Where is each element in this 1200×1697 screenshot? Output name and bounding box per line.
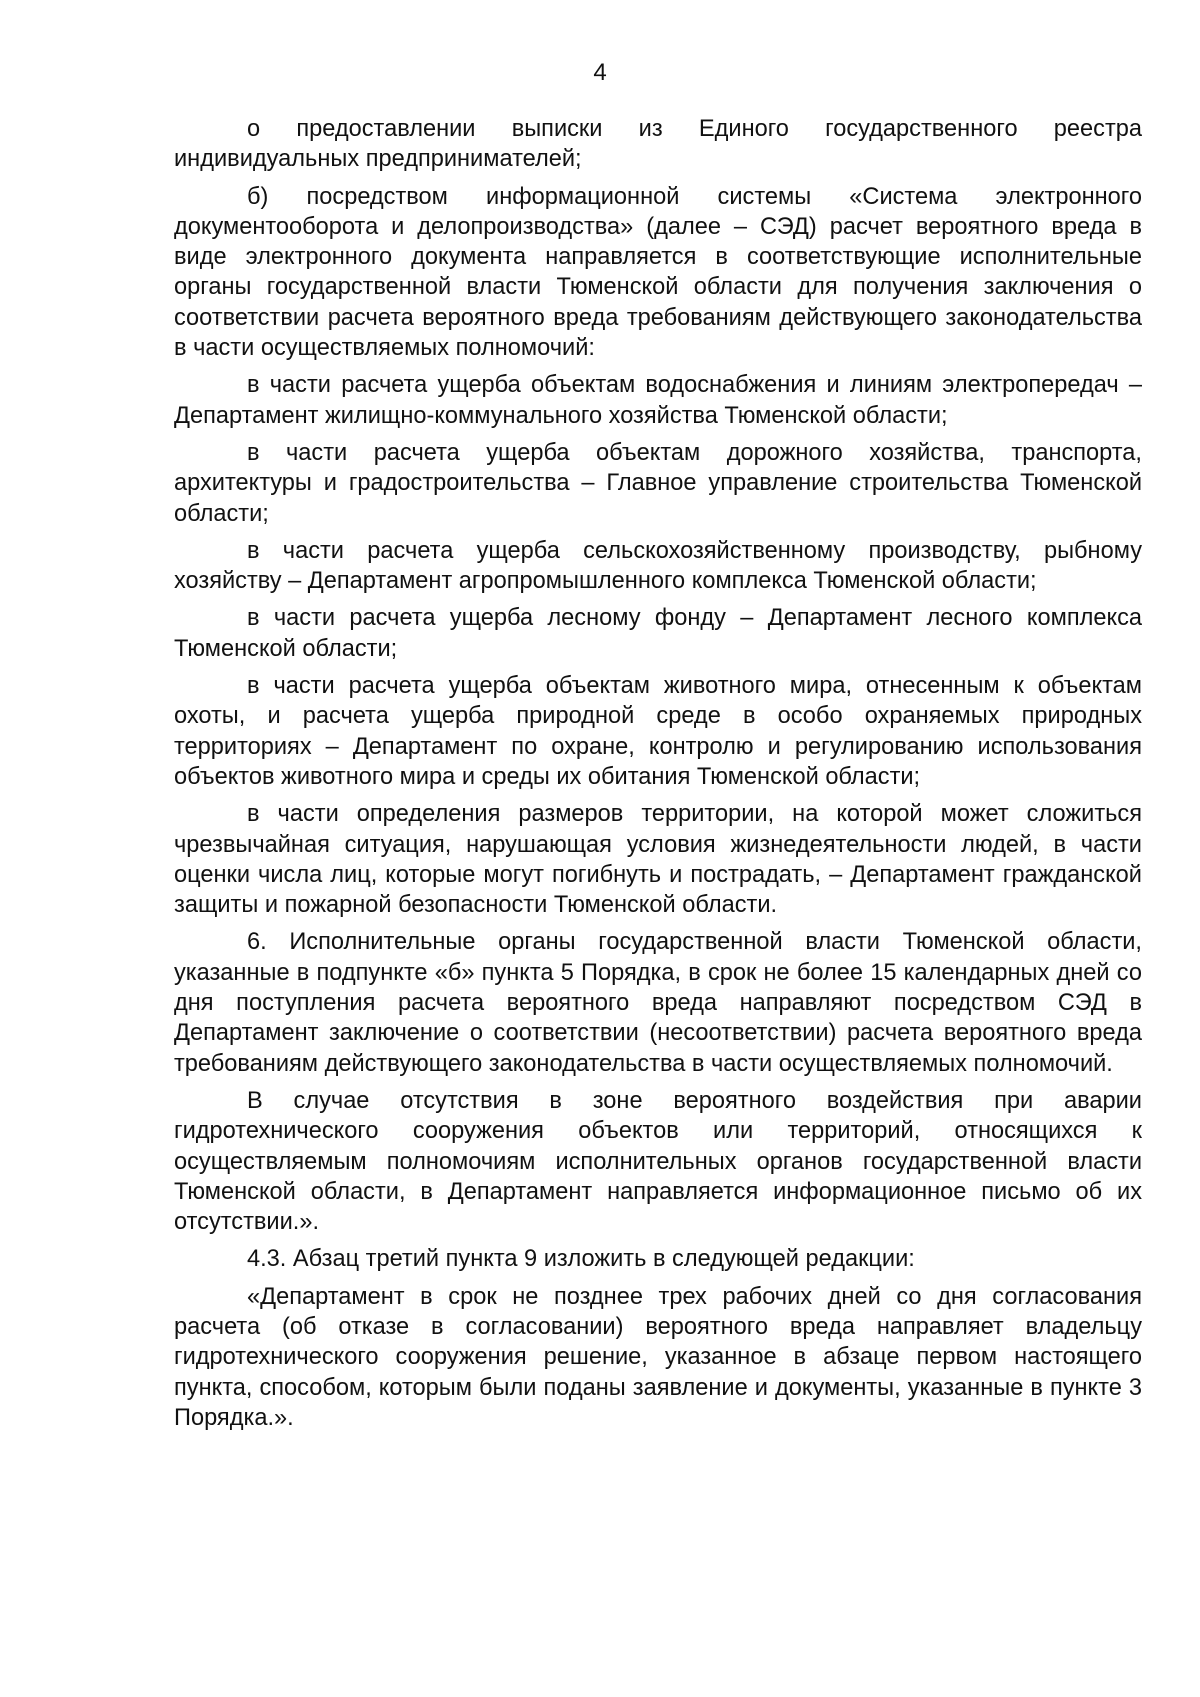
paragraph-egrip-extract: о предоставлении выписки из Единого государственного реестра индивидуальных предпринимателей; <box>174 116 1142 173</box>
paragraph-point-6: 6. Исполнительные органы государственной власти Тюменской области, указанные в подпункте «б» пункта 5 Порядка, в срок не более 15 календарных дней со дня поступления расчета вероятного вреда направляют посредством СЭД в Департамент заключение о соответствии (несоответствии) расчета вероятного вреда требованиям действующего законодательства в части осуществляемых полномочий. <box>174 929 1142 1077</box>
paragraph-forest-fund: в части расчета ущерба лесному фонду – Департамент лесного комплекса Тюменской области; <box>174 605 1142 662</box>
paragraph-absence-letter: В случае отсутствия в зоне вероятного воздействия при аварии гидротехнического сооружения объектов или территорий, относящихся к осуществляемым полномочиям исполнительных органов государственной власти Тюменской области, в Департамент направляется информационное письмо об их отсутствии.». <box>174 1087 1142 1236</box>
paragraph-water-power-lines: в части расчета ущерба объектам водоснабжения и линиям электропередач – Департамент жилищно-коммунального хозяйства Тюменской области; <box>174 372 1142 429</box>
paragraph-point-4-3: 4.3. Абзац третий пункта 9 изложить в следующей редакции: <box>247 1246 915 1273</box>
paragraph-department-decision: «Департамент в срок не позднее трех рабочих дней со дня согласования расчета (об отказе в согласовании) вероятного вреда направляет владельцу гидротехнического сооружения решение, указанное в абзаце первом настоящего пункта, способом, которым были поданы заявление и документы, указанные в пункте 3 Порядка.». <box>174 1283 1142 1431</box>
paragraph-civil-protection: в части определения размеров территории, на которой может сложиться чрезвычайная ситуация, нарушающая условия жизнедеятельности людей, в части оценки числа лиц, которые могут погибнуть и пострадать, – Департамент гражданской защиты и пожарной безопасности Тюменской области. <box>174 801 1142 919</box>
page-number: 4 <box>593 59 607 86</box>
paragraph-subpoint-b: б) посредством информационной системы «Система электронного документооборота и делопроизводства» (далее – СЭД) расчет вероятного вреда в виде электронного документа направляется в соответствующие исполнительные органы государственной власти Тюменской области для получения заключения о соответствии расчета вероятного вреда требованиям действующего законодательства в части осуществляемых полномочий: <box>174 183 1142 362</box>
paragraph-roads-transport: в части расчета ущерба объектам дорожного хозяйства, транспорта, архитектуры и градостроительства – Главное управление строительства Тюменской области; <box>174 439 1142 527</box>
paragraph-agriculture-fishery: в части расчета ущерба сельскохозяйственному производству, рыбному хозяйству – Департамент агропромышленного комплекса Тюменской области; <box>174 537 1142 595</box>
document-body <box>174 114 1142 1440</box>
paragraph-wildlife: в части расчета ущерба объектам животного мира, отнесенным к объектам охоты, и расчета ущерба природной среде в особо охраняемых природных территориях – Департамент по охране, контролю и регулированию использования объектов животного мира и среды их обитания Тюменской области; <box>174 673 1142 790</box>
